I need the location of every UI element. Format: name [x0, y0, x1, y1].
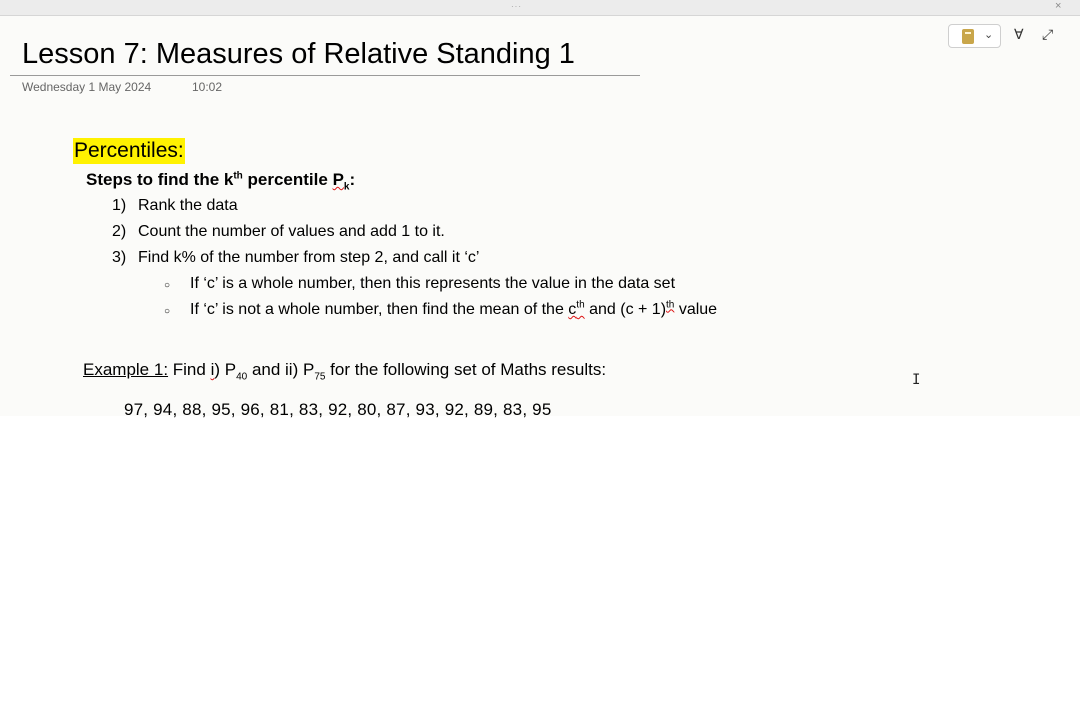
- example-text: ) P: [214, 360, 237, 379]
- step-number: 3): [112, 249, 127, 266]
- title-divider: [10, 75, 640, 76]
- bullet-text-part: value: [674, 301, 718, 318]
- notebook-picker-button[interactable]: [948, 24, 1001, 48]
- steps-title-colon: :: [349, 170, 356, 189]
- bullet-icon: ○: [164, 306, 171, 317]
- text-cursor-icon: I: [912, 372, 921, 388]
- close-icon[interactable]: ×: [1055, 0, 1062, 12]
- notebook-icon: [962, 29, 974, 44]
- steps-title[interactable]: [86, 170, 356, 193]
- page-title[interactable]: Lesson 7: Measures of Relative Standing 1: [22, 38, 575, 70]
- pen-icon[interactable]: ∀: [1014, 26, 1024, 42]
- example-i: i: [210, 360, 215, 379]
- example-line[interactable]: [83, 360, 607, 383]
- steps-title-sub: k: [343, 181, 350, 193]
- step-item[interactable]: [112, 249, 479, 267]
- steps-title-mid: percentile: [242, 170, 333, 189]
- steps-title-p: P: [332, 170, 344, 189]
- chevron-down-icon: ⌄: [984, 29, 994, 41]
- step-text: Rank the data: [138, 197, 238, 214]
- bullet-text-part: and: [584, 301, 621, 318]
- step-item[interactable]: [112, 223, 445, 241]
- bullet-item[interactable]: If ‘c’ is a whole number, then this represents the value in the data set: [190, 275, 676, 292]
- step-number: 2): [112, 223, 127, 240]
- window-grip[interactable]: ···: [511, 2, 522, 11]
- example-label: Example 1:: [83, 360, 169, 379]
- example-sub-75: 75: [314, 371, 326, 383]
- c-letter: c: [568, 301, 577, 318]
- bullet-icon: ○: [164, 280, 171, 291]
- steps-title-text: Steps to find the k: [86, 170, 234, 189]
- bullet-text-part: If ‘c’ is not a whole number, then find the mean of the: [190, 301, 569, 318]
- percentiles-heading[interactable]: Percentiles:: [74, 139, 184, 162]
- example-text: and ii) P: [247, 360, 315, 379]
- c-sup: th: [576, 299, 585, 311]
- steps-title-pk: [332, 170, 350, 193]
- window-top-bar: [0, 0, 1080, 16]
- steps-title-sup: th: [233, 170, 243, 182]
- c-plus-one: (c + 1): [620, 301, 667, 318]
- c-term: [568, 301, 584, 318]
- example-text: for the following set of Maths results:: [325, 360, 607, 379]
- example-sub-40: 40: [236, 371, 248, 383]
- step-text: Find k% of the number from step 2, and call it ‘c’: [138, 249, 480, 266]
- page-date: Wednesday 1 May 2024: [22, 80, 152, 94]
- step-item[interactable]: [112, 197, 238, 215]
- step-number: 1): [112, 197, 127, 214]
- c-plus-one-sup: th: [666, 299, 675, 311]
- page-time: 10:02: [192, 80, 223, 94]
- example-text: Find: [168, 360, 211, 379]
- expand-icon[interactable]: ⤢: [1042, 26, 1054, 42]
- step-text: Count the number of values and add 1 to it.: [138, 223, 445, 240]
- maths-results-dataset[interactable]: 97, 94, 88, 95, 96, 81, 83, 92, 80, 87, 93, 92, 89, 83, 95: [124, 400, 552, 419]
- bullet-item[interactable]: [190, 301, 717, 319]
